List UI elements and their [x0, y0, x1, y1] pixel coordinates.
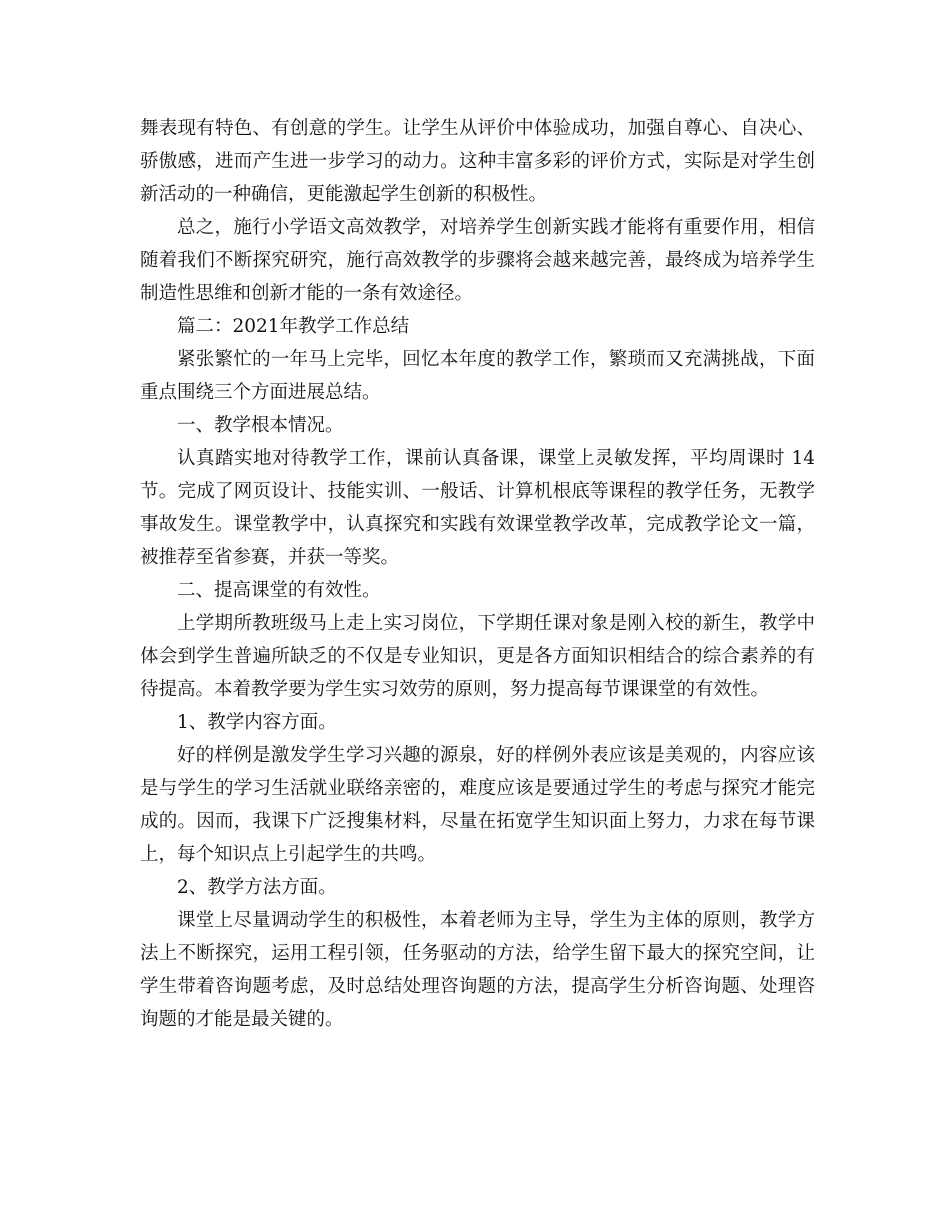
paragraph-continuation: 舞表现有特色、有创意的学生。让学生从评价中体验成功，加强自尊心、自决心、骄傲感，进而产生进一步学习的动力。这种丰富多彩的评价方式，实际是对学生创新活动的一种确信，更能激起学生创新的积极性。: [140, 118, 815, 205]
section-heading-part-two: 篇二：2021年教学工作总结: [177, 316, 410, 337]
paragraph-basic-situation: 认真踏实地对待教学工作，课前认真备课，课堂上灵敏发挥，平均周课时 14 节。完成了网页设计、技能实训、一般话、计算机根底等课程的教学任务，无教学事故发生。课堂教学中，认真探究和实践有效课堂教学改革，完成教学论文一篇，被推荐至省参赛，并获一等奖。: [140, 448, 815, 568]
paragraph-conclusion: 总之，施行小学语文高效教学，对培养学生创新实践才能将有重要作用，相信随着我们不断探究研究，施行高效教学的步骤将会越来越完善，最终成为培养学生制造性思维和创新才能的一条有效途径。: [140, 217, 815, 304]
heading-classroom-effectiveness: 二、提高课堂的有效性。: [177, 580, 381, 601]
paragraph-classroom-effectiveness: 上学期所教班级马上走上实习岗位，下学期任课对象是刚入校的新生，教学中体会到学生普遍所缺乏的不仅是专业知识，更是各方面知识相结合的综合素养的有待提高。本着教学要为学生实习效劳的原则，努力提高每节课课堂的有效性。: [140, 613, 815, 700]
heading-teaching-content: 1、教学内容方面。: [177, 712, 337, 733]
heading-teaching-method: 2、教学方法方面。: [177, 877, 337, 898]
heading-basic-situation: 一、教学根本情况。: [177, 415, 344, 436]
document-body: [140, 112, 815, 1036]
paragraph-intro: 紧张繁忙的一年马上完毕，回忆本年度的教学工作，繁琐而又充满挑战，下面重点围绕三个方面进展总结。: [140, 349, 815, 403]
paragraph-teaching-method: 课堂上尽量调动学生的积极性，本着老师为主导，学生为主体的原则，教学方法上不断探究，运用工程引领，任务驱动的方法，给学生留下最大的探究空间，让学生带着咨询题考虑，及时总结处理咨询题的方法，提高学生分析咨询题、处理咨询题的才能是最关键的。: [140, 910, 815, 1030]
paragraph-teaching-content: 好的样例是激发学生学习兴趣的源泉，好的样例外表应该是美观的，内容应该是与学生的学习生活就业联络亲密的，难度应该是要通过学生的考虑与探究才能完成的。因而，我课下广泛搜集材料，尽量在拓宽学生知识面上努力，力求在每节课上，每个知识点上引起学生的共鸣。: [140, 745, 815, 865]
